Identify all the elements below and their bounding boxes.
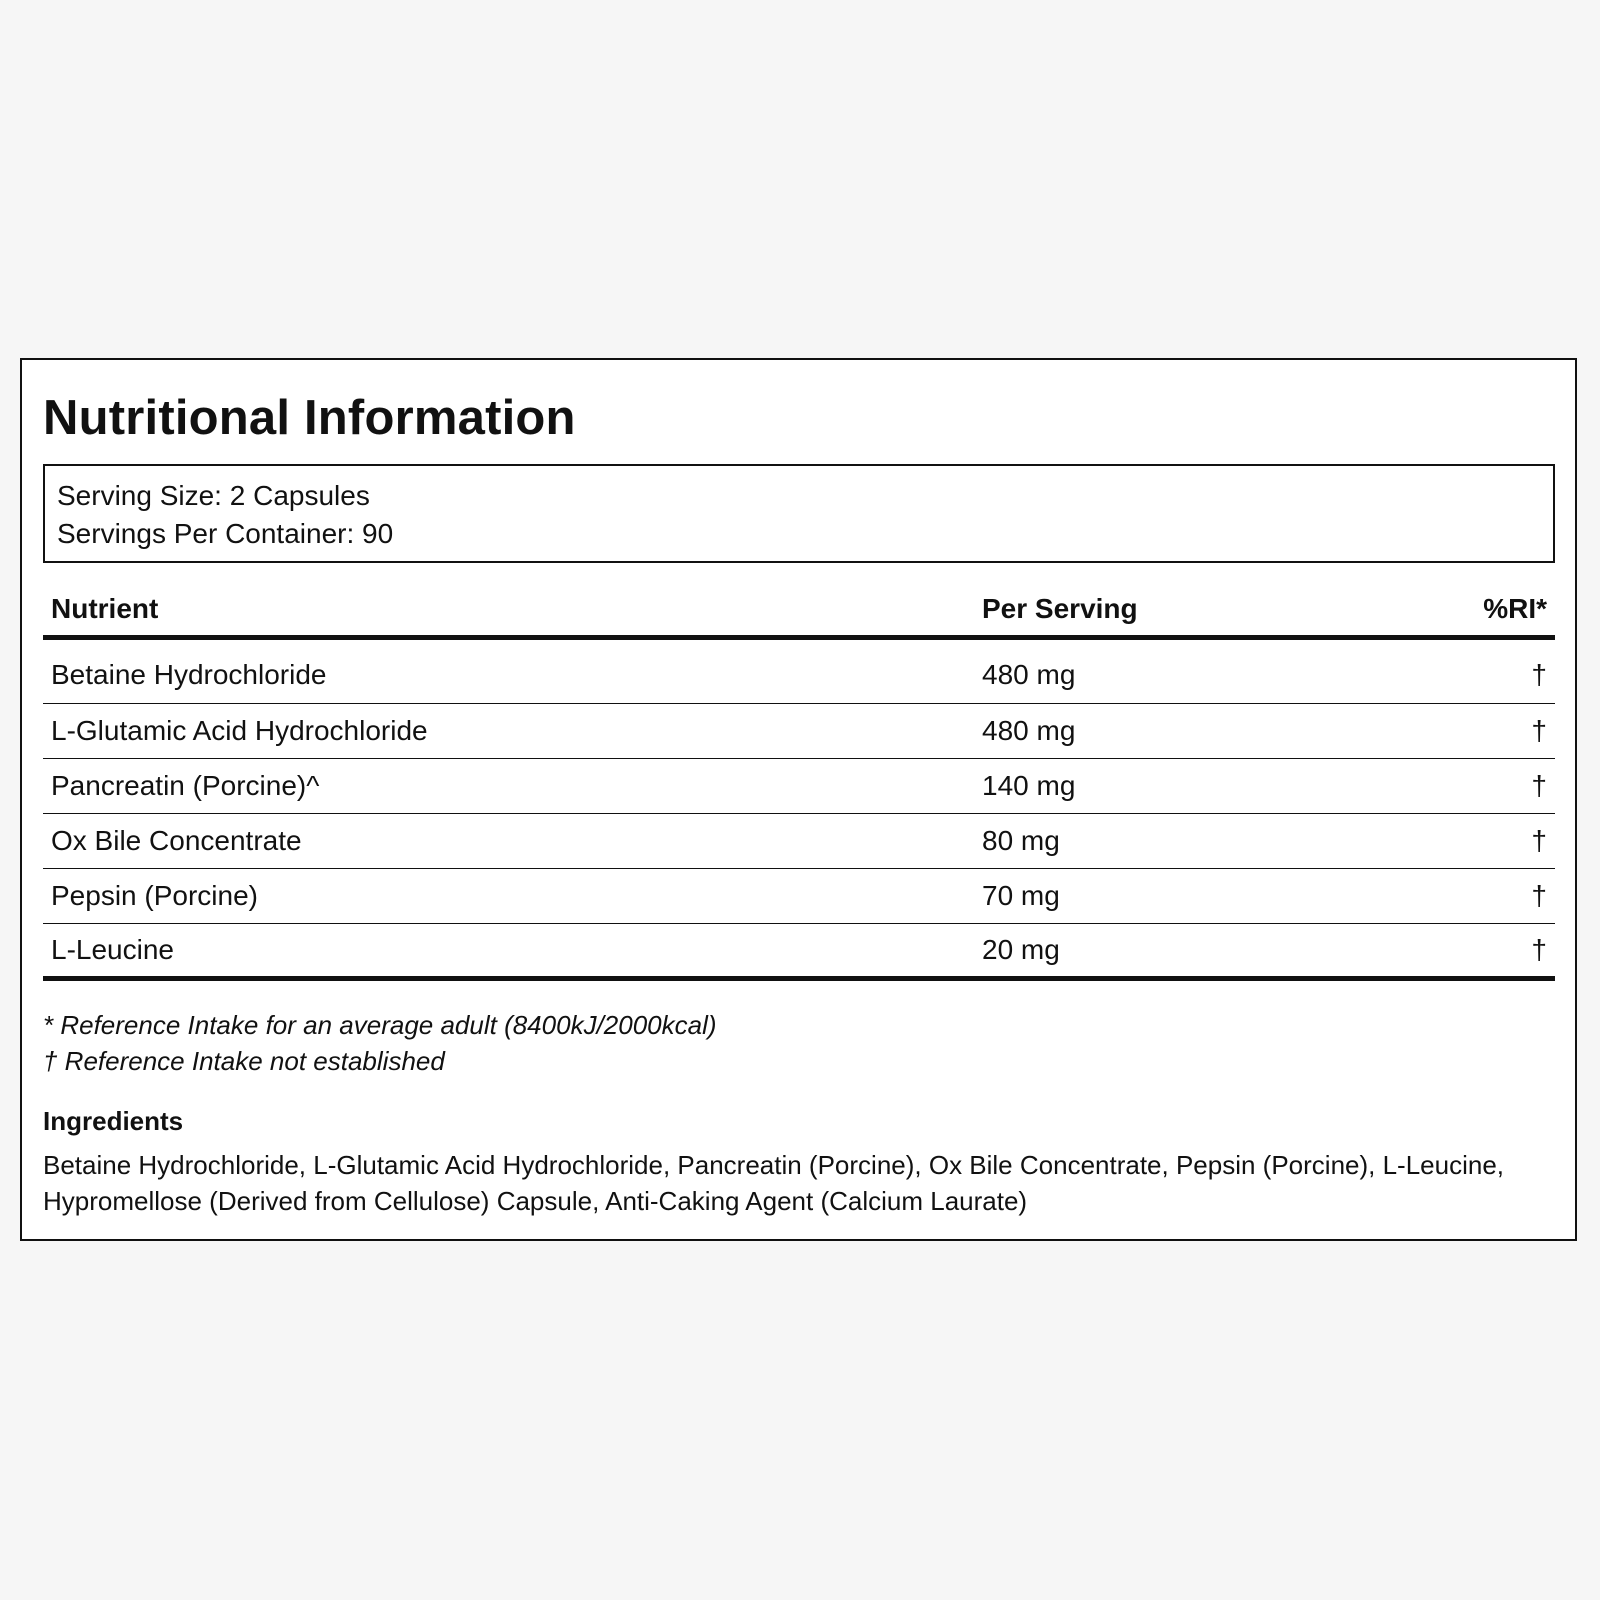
nutrient-amount: 480 mg	[982, 638, 1427, 704]
nutrient-amount: 140 mg	[982, 759, 1427, 814]
serving-size: Serving Size: 2 Capsules	[57, 480, 370, 511]
nutrient-name: L-Glutamic Acid Hydrochloride	[43, 704, 982, 759]
table-row	[43, 759, 1555, 814]
table-row	[43, 814, 1555, 869]
table-row	[43, 638, 1555, 704]
table-row	[43, 704, 1555, 759]
nutrient-amount: 480 mg	[982, 704, 1427, 759]
nutrient-amount: 80 mg	[982, 814, 1427, 869]
footnotes	[43, 1007, 1555, 1079]
header-ri: %RI*	[1427, 587, 1555, 638]
nutrient-name: L-Leucine	[43, 924, 982, 979]
nutrient-name: Betaine Hydrochloride	[43, 638, 982, 704]
servings-per-container: Servings Per Container: 90	[57, 518, 394, 549]
nutrition-panel	[20, 358, 1577, 1241]
nutrient-ri: †	[1427, 704, 1555, 759]
nutrient-ri: †	[1427, 814, 1555, 869]
table-header-row	[43, 587, 1555, 638]
nutrient-amount: 20 mg	[982, 924, 1427, 979]
nutrient-name: Pancreatin (Porcine)^	[43, 759, 982, 814]
dagger-footnote: † Reference Intake not established	[43, 1046, 445, 1076]
nutrient-ri: †	[1427, 869, 1555, 924]
nutrient-table	[43, 587, 1555, 981]
header-nutrient: Nutrient	[43, 587, 982, 638]
nutrient-name: Ox Bile Concentrate	[43, 814, 982, 869]
page-title: Nutritional Information	[43, 391, 576, 445]
ingredients-heading: Ingredients	[43, 1106, 184, 1136]
serving-info-box	[43, 464, 1555, 563]
ri-footnote: * Reference Intake for an average adult (8400kJ/2000kcal)	[43, 1010, 717, 1040]
nutrient-name: Pepsin (Porcine)	[43, 869, 982, 924]
nutrient-amount: 70 mg	[982, 869, 1427, 924]
nutrient-ri: †	[1427, 759, 1555, 814]
nutrient-ri: †	[1427, 638, 1555, 704]
header-per-serving: Per Serving	[982, 587, 1427, 638]
table-row	[43, 869, 1555, 924]
nutrient-ri: †	[1427, 924, 1555, 979]
ingredients-text: Betaine Hydrochloride, L-Glutamic Acid Hydrochloride, Pancreatin (Porcine), Ox Bile Concentrate, Pepsin (Porcine), L-Leucine, Hypromellose (Derived from Cellulose) Capsule, Anti-Caking Agent (Calcium Laurate)	[43, 1150, 1505, 1216]
table-row	[43, 924, 1555, 979]
